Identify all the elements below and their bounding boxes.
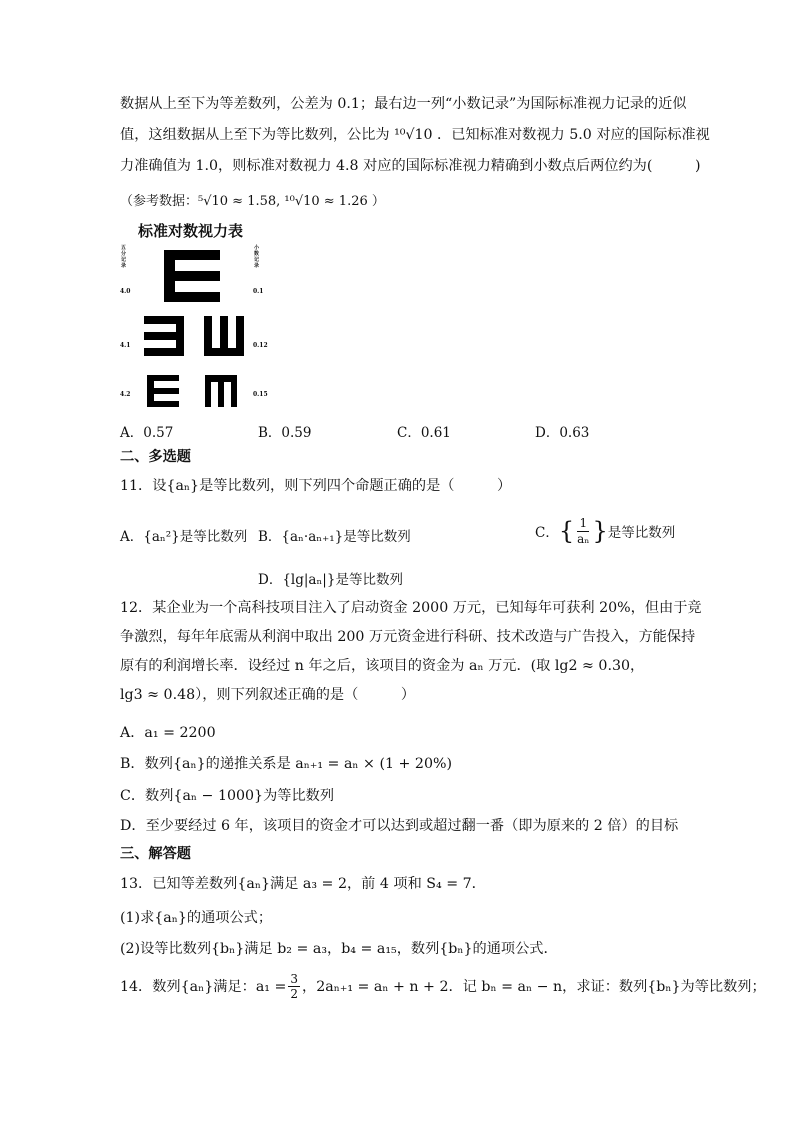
eye-chart-title: 标准对数视力表 <box>138 222 244 240</box>
q11-option-a: A．{aₙ²}是等比数列 <box>120 529 248 545</box>
q10-line2: 值，这组数据从上至下为等比数列，公比为 ¹⁰√10 ．已知标准对数视力 5.0 对应的国际标准视 <box>120 127 710 143</box>
q12-line4: lg3 ≈ 0.48），则下列叙述正确的是（ ） <box>120 687 416 703</box>
q12-line2: 争激烈，每年年底需从利润中取出 200 万元资金进行科研、技术改造与广告投入，方能保持 <box>120 629 696 645</box>
left-brace: { <box>558 517 575 545</box>
q11-option-c-prefix: C． <box>535 525 559 541</box>
tumbling-e-up-icon <box>204 316 244 356</box>
q10-line1: 数据从上至下为等差数列，公差为 0.1；最右边一列“小数记录”为国际标准视力记录的近似 <box>120 96 687 112</box>
q10-line3: 力准确值为 1.0，则标准对数视力 4.8 对应的国际标准视力精确到小数点后两位约为( ) <box>120 158 701 174</box>
q14-suffix: ，2aₙ₊₁ = aₙ + n + 2．记 bₙ = aₙ − n，求证：数列{bₙ}为等比数列； <box>302 978 766 995</box>
eye-chart-row1-left: 4.0 <box>120 288 131 295</box>
eye-chart-left-header: 五分记录 <box>121 245 127 269</box>
fraction-numerator: 3 <box>290 972 299 986</box>
q12-option-d: D．至少要经过 6 年，该项目的资金才可以达到或超过翻一番（即为原来的 2 倍）的目标 <box>120 818 679 834</box>
eye-chart-row2-left: 4.1 <box>120 342 131 349</box>
q11-option-b: B．{aₙ·aₙ₊₁}是等比数列 <box>258 529 411 545</box>
q14-prefix: 14．数列{aₙ}满足：a₁ = <box>120 978 287 995</box>
fraction-numerator: 1 <box>579 515 588 530</box>
q10-option-a: A．0.57 <box>120 425 174 441</box>
q12-line3: 原有的利润增长率．设经过 n 年之后，该项目的资金为 aₙ 万元．(取 lg2 ≈ 0.30， <box>120 658 645 674</box>
section-heading-answer-questions: 三、解答题 <box>120 846 191 862</box>
q11-stem: 11．设{aₙ}是等比数列，则下列四个命题正确的是（ ） <box>120 478 512 494</box>
q11-option-c <box>535 511 675 551</box>
q13-stem: 13．已知等差数列{aₙ}满足 a₃ = 2，前 4 项和 S₄ = 7． <box>120 876 486 892</box>
q11-option-c-suffix: 是等比数列 <box>607 525 676 541</box>
q12-option-c: C．数列{aₙ − 1000}为等比数列 <box>120 788 335 804</box>
fraction-denominator: aₙ <box>577 531 590 546</box>
fraction-denominator: 2 <box>290 987 299 1001</box>
q12-option-a: A．a₁ = 2200 <box>120 725 216 741</box>
eye-chart-row3-left: 4.2 <box>120 391 131 398</box>
q10-option-b: B．0.59 <box>258 425 312 441</box>
q14-fraction <box>288 972 300 1001</box>
eye-chart-right-header: 小数记录 <box>254 245 260 269</box>
eye-chart <box>120 218 280 413</box>
q10-option-d: D．0.63 <box>535 425 590 441</box>
eye-chart-row1-right: 0.1 <box>253 288 264 295</box>
q13-part1: (1)求{aₙ}的通项公式； <box>120 910 273 926</box>
q11-option-d: D．{lg|aₙ|}是等比数列 <box>258 572 403 588</box>
q12-line1: 12．某企业为一个高科技项目注入了启动资金 2000 万元，已知每年可获利 20%，但由于竞 <box>120 600 702 616</box>
eye-chart-row3-right: 0.15 <box>253 391 268 398</box>
tumbling-e-left-icon <box>144 316 184 356</box>
q10-reference-data: （参考数据：⁵√10 ≈ 1.58, ¹⁰√10 ≈ 1.26 ） <box>120 194 385 209</box>
q12-option-b: B．数列{aₙ}的递推关系是 aₙ₊₁ = aₙ × (1 + 20%) <box>120 756 452 772</box>
right-brace: } <box>592 517 608 545</box>
section-heading-multiple-choice: 二、多选题 <box>120 449 191 465</box>
q14-stem <box>120 972 766 1001</box>
q10-option-c: C．0.61 <box>397 425 451 441</box>
q13-part2: (2)设等比数列{bₙ}满足 b₂ = a₃，b₄ = a₁₅，数列{bₙ}的通项公式． <box>120 941 558 957</box>
tumbling-e-right-icon <box>164 250 220 302</box>
eye-chart-row2-right: 0.12 <box>253 342 268 349</box>
tumbling-e-right-small-icon <box>147 375 179 407</box>
tumbling-e-down-icon <box>205 375 237 407</box>
q11-option-c-fraction <box>575 516 591 547</box>
